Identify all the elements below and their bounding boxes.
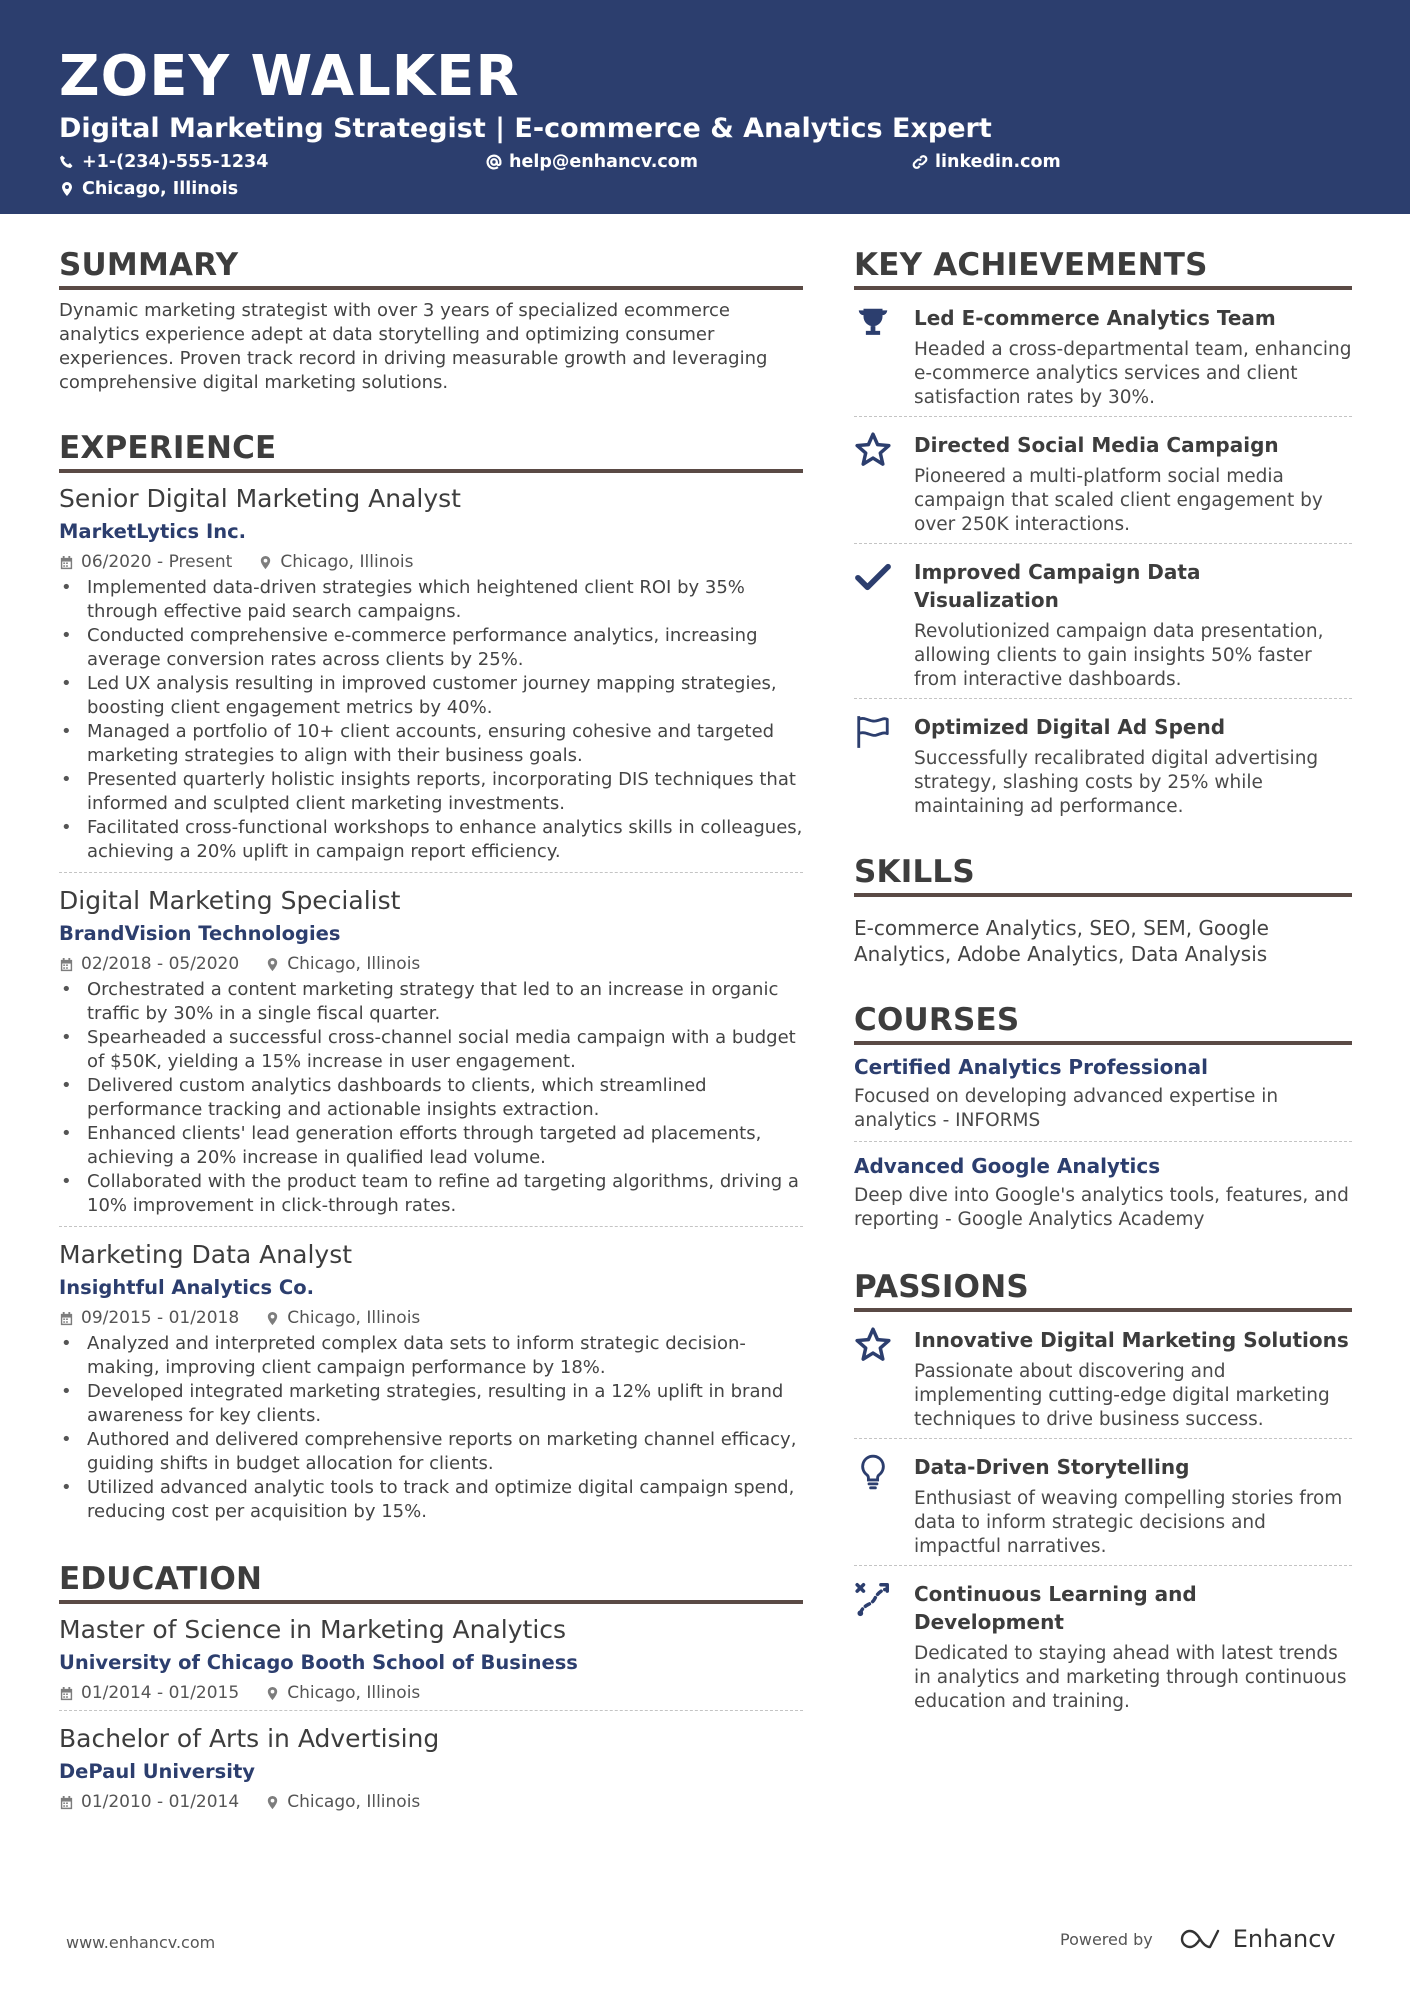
map-pin-icon [59,181,75,197]
achievement-body [914,713,1352,819]
location-text: Chicago, Illinois [82,179,239,199]
education-entry [59,1711,803,1819]
icon-slot [854,1326,914,1432]
achievement-item [854,699,1352,825]
contact-bar [59,152,1351,208]
map-pin-icon [265,1311,280,1326]
job-meta [59,551,803,573]
linkedin-url[interactable]: linkedin.com [935,152,1061,172]
enhancv-logo-icon [1179,1926,1225,1952]
date-range [59,1791,239,1813]
location-text: Chicago, Illinois [287,1683,421,1703]
calendar-icon [59,1686,74,1701]
bullet-item: • Led UX analysis resulting in improved customer journey mapping strategies, boosting client engagement metrics by 40%. [59,672,803,720]
date-text: 01/2014 - 01/2015 [81,1683,240,1703]
flag-icon [854,713,892,751]
job-meta [59,1307,803,1329]
candidate-name: ZOEY WALKER [59,44,520,109]
skills-text: E-commerce Analytics, SEO, SEM, Google Analytics, Adobe Analytics, Data Analysis [854,916,1269,966]
job-entry [59,873,803,1227]
bullet-item: • Developed integrated marketing strategies, resulting in a 12% uplift in brand awareness for key clients. [59,1380,803,1428]
bullet-item: • Authored and delivered comprehensive reports on marketing channel efficacy, guiding shifts in budget allocation for clients. [59,1428,803,1476]
at-icon [486,154,502,170]
bullet-item: • Facilitated cross-functional workshops to enhance analytics skills in colleagues, achieving a 20% uplift in campaign report efficiency. [59,816,803,864]
job-title: Marketing Data Analyst [59,1240,353,1269]
date-text: 02/2018 - 05/2020 [81,954,240,974]
trophy-icon [854,304,892,342]
job-entry [59,1227,803,1532]
calendar-icon [59,555,74,570]
right-column [854,246,1352,1748]
experience-section [59,429,803,1532]
degree-title: Bachelor of Arts in Advertising [59,1724,440,1753]
powered-by-label: Powered by [1060,1929,1153,1949]
check-icon [854,558,892,596]
summary-text: Dynamic marketing strategist with over 3 years of specialized ecommerce analytics experience adept at data storytelling and optimizing consumer experiences. Proven track record in driving measurable growth and leveraging comprehensive digital marketing solutions. [59,300,768,393]
date-text: 09/2015 - 01/2018 [81,1308,240,1328]
link-icon [912,154,928,170]
bullet-item: • Orchestrated a content marketing strategy that led to an increase in organic traffic by 30% in a single fiscal quarter. [59,978,803,1026]
education-entry [59,1604,803,1711]
course-title: Advanced Google Analytics [854,1154,1161,1178]
map-pin-icon [258,555,273,570]
job-location [265,953,420,975]
achievement-item [854,544,1352,699]
achievement-item [854,290,1352,417]
location-text: Chicago, Illinois [280,552,414,572]
passions-section [854,1268,1352,1720]
footer-branding [1060,1925,1336,1953]
achievement-desc: Pioneered a multi-platform social media campaign that scaled client engagement by over 250K interactions. [914,466,1323,535]
passion-title: Data-Driven Storytelling [914,1455,1190,1479]
education-meta [59,1791,803,1813]
lightbulb-icon [854,1453,892,1491]
section-title: PASSIONS [854,1268,1352,1312]
company-name: BrandVision Technologies [59,922,341,945]
left-column [59,246,803,1847]
icon-slot [854,1580,914,1714]
passion-body [914,1453,1352,1559]
achievement-desc: Headed a cross-departmental team, enhancing e-commerce analytics services and client satisfaction rates by 30%. [914,339,1352,408]
degree-title: Master of Science in Marketing Analytics [59,1615,567,1644]
skills-section [854,853,1352,967]
passion-title: Innovative Digital Marketing Solutions [914,1328,1349,1352]
location-text: Chicago, Illinois [287,1792,421,1812]
bullet-item: • Enhanced clients' lead generation efforts through targeted ad placements, achieving a 20% increase in qualified lead volume. [59,1122,803,1170]
passion-item [854,1439,1352,1566]
map-pin-icon [265,957,280,972]
date-range [59,1307,239,1329]
calendar-icon [59,1311,74,1326]
achievement-desc: Successfully recalibrated digital advertising strategy, slashing costs by 25% while maintaining ad performance. [914,748,1319,817]
bullet-item: • Utilized advanced analytic tools to track and optimize digital campaign spend, reducing cost per acquisition by 15%. [59,1476,803,1524]
job-entry [59,473,803,873]
passion-desc: Dedicated to staying ahead with latest trends in analytics and marketing through continuous education and training. [914,1643,1347,1712]
section-title: SUMMARY [59,246,803,290]
bullet-item: • Managed a portfolio of 10+ client accounts, ensuring cohesive and targeted marketing strategies to align with their business goals. [59,720,803,768]
section-title: SKILLS [854,853,1352,897]
location-text: Chicago, Illinois [287,1308,421,1328]
location-text: Chicago, Illinois [287,954,421,974]
star-icon [854,431,892,469]
course-title: Certified Analytics Professional [854,1055,1208,1079]
passion-desc: Enthusiast of weaving compelling stories from data to inform strategic decisions and impactful narratives. [914,1488,1343,1557]
map-pin-icon [265,1686,280,1701]
job-bullets [59,978,803,1218]
date-text: 01/2010 - 01/2014 [81,1792,240,1812]
bullet-item: • Collaborated with the product team to refine ad targeting algorithms, driving a 10% improvement in click-through rates. [59,1170,803,1218]
icon-slot [854,1453,914,1559]
achievement-title: Directed Social Media Campaign [914,433,1279,457]
date-range [59,953,239,975]
footer-website[interactable]: www.enhancv.com [66,1933,216,1952]
job-bullets [59,1332,803,1524]
bullet-item: • Analyzed and interpreted complex data sets to inform strategic decision-making, improving client campaign performance by 18%. [59,1332,803,1380]
company-name: Insightful Analytics Co. [59,1276,315,1299]
education-location [265,1791,420,1813]
job-meta [59,953,803,975]
section-title: COURSES [854,1001,1352,1045]
section-title: KEY ACHIEVEMENTS [854,246,1352,290]
date-range [59,1682,239,1704]
achievement-body [914,558,1352,692]
email-address[interactable]: help@enhancv.com [509,152,699,172]
achievement-body [914,431,1352,537]
section-title: EDUCATION [59,1560,803,1604]
achievement-body [914,304,1352,410]
school-name: DePaul University [59,1760,255,1783]
passion-title: Continuous Learning and Development [914,1582,1197,1634]
passion-item [854,1312,1352,1439]
education-location [265,1682,420,1704]
education-section [59,1560,803,1819]
passion-body [914,1580,1352,1714]
email-contact[interactable] [486,152,698,172]
resume-header [0,0,1410,214]
calendar-icon [59,957,74,972]
bullet-item: • Spearheaded a successful cross-channel social media campaign with a budget of $50K, yielding a 15% increase in user engagement. [59,1026,803,1074]
course-item [854,1142,1352,1240]
strategy-icon [854,1580,892,1618]
date-text: 06/2020 - Present [81,552,233,572]
icon-slot [854,558,914,692]
courses-section [854,1001,1352,1240]
phone-contact [59,152,268,172]
icon-slot [854,431,914,537]
bullet-item: • Implemented data-driven strategies which heightened client ROI by 35% through effective paid search campaigns. [59,576,803,624]
achievement-item [854,417,1352,544]
icon-slot [854,304,914,410]
achievement-desc: Revolutionized campaign data presentation, allowing clients to gain insights 50% faster from interactive dashboards. [914,621,1324,690]
location-contact [59,179,238,199]
achievement-title: Optimized Digital Ad Spend [914,715,1226,739]
date-range [59,551,232,573]
passion-body [914,1326,1352,1432]
summary-section [59,246,803,395]
bullet-item: • Delivered custom analytics dashboards to clients, which streamlined performance tracking and actionable insights extraction. [59,1074,803,1122]
star-icon [854,1326,892,1364]
linkedin-contact[interactable] [912,152,1061,172]
calendar-icon [59,1795,74,1810]
school-name: University of Chicago Booth School of Business [59,1651,578,1674]
map-pin-icon [265,1795,280,1810]
achievement-title: Led E-commerce Analytics Team [914,306,1276,330]
passion-desc: Passionate about discovering and implementing cutting-edge digital marketing techniques to drive business success. [914,1361,1330,1430]
course-desc: Focused on developing advanced expertise in analytics - INFORMS [854,1086,1279,1131]
passion-item [854,1566,1352,1720]
phone-icon [59,154,75,170]
bullet-item: • Conducted comprehensive e-commerce performance analytics, increasing average conversion rates across clients by 25%. [59,624,803,672]
job-location [265,1307,420,1329]
brand-logo[interactable] [1179,1925,1336,1953]
job-title: Digital Marketing Specialist [59,886,401,915]
course-desc: Deep dive into Google's analytics tools, features, and reporting - Google Analytics Academy [854,1185,1349,1230]
job-bullets [59,576,803,864]
job-title: Senior Digital Marketing Analyst [59,484,461,513]
company-name: MarketLytics Inc. [59,520,247,543]
course-item [854,1045,1352,1142]
bullet-item: • Presented quarterly holistic insights reports, incorporating DIS techniques that informed and sculpted client marketing investments. [59,768,803,816]
achievements-section [854,246,1352,825]
achievement-title: Improved Campaign Data Visualization [914,560,1201,612]
brand-name: Enhancv [1232,1925,1336,1953]
job-location [258,551,413,573]
phone-number: +1-(234)-555-1234 [82,152,269,172]
headline: Digital Marketing Strategist | E-commerce & Analytics Expert [59,113,992,144]
section-title: EXPERIENCE [59,429,803,473]
education-meta [59,1682,803,1704]
icon-slot [854,713,914,819]
